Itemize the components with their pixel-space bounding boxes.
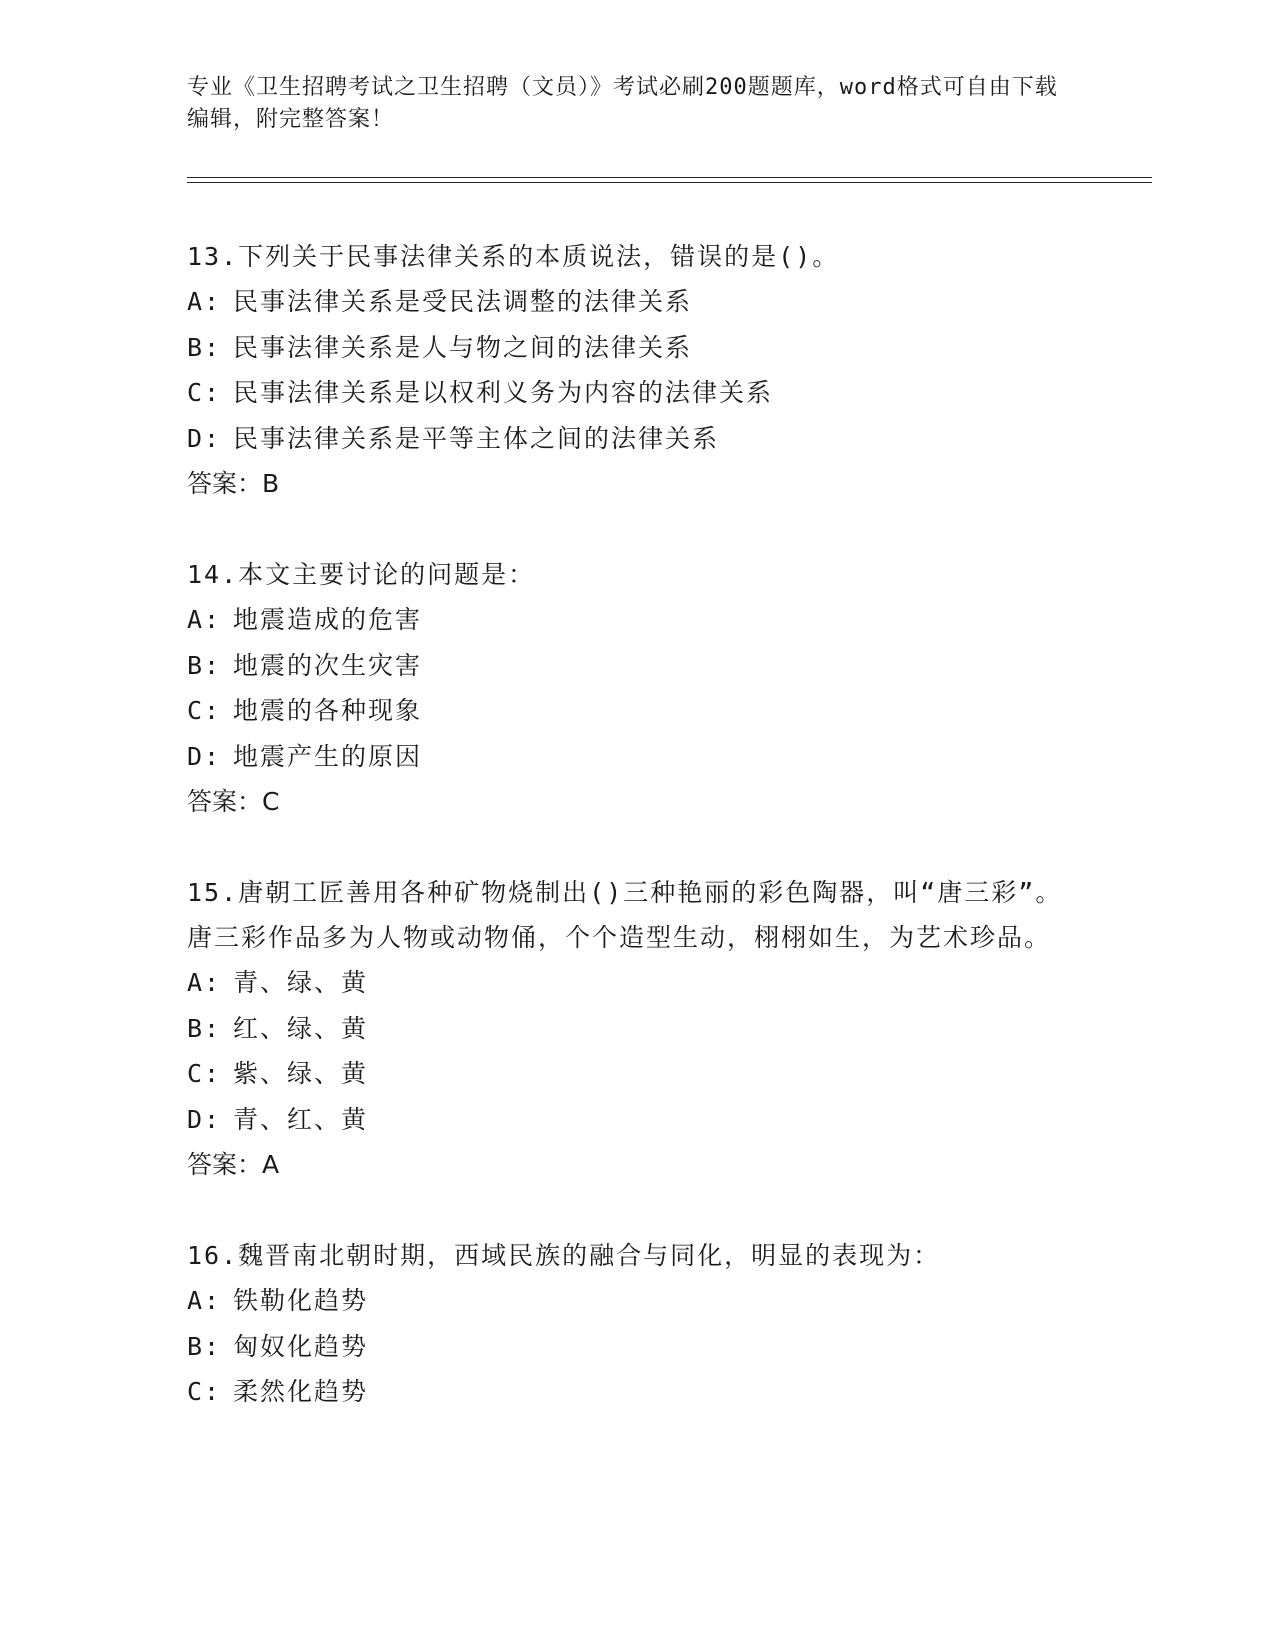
- option-d: [187, 416, 1087, 462]
- option-text: 地震的各种现象: [233, 696, 423, 725]
- question-list: [187, 234, 1087, 1461]
- option-c: [187, 688, 1087, 734]
- option-c: [187, 1051, 1087, 1097]
- option-key: A:: [187, 1286, 222, 1315]
- option-key: C:: [187, 1377, 222, 1406]
- option-text: 民事法律关系是受民法调整的法律关系: [233, 287, 693, 316]
- option-text: 民事法律关系是平等主体之间的法律关系: [233, 423, 720, 453]
- question-stem: 15.唐朝工匠善用各种矿物烧制出()三种艳丽的彩色陶器，叫“唐三彩”。唐三彩作品多为人物或动物俑，个个造型生动，栩栩如生，为艺术珍品。: [187, 878, 1063, 952]
- question-stem: 14.本文主要讨论的问题是：: [187, 560, 536, 589]
- option-b: [187, 643, 1087, 689]
- answer-line: 答案：C: [187, 787, 280, 816]
- header-divider-bottom: [187, 182, 1152, 183]
- option-key: B:: [187, 332, 222, 362]
- question-15: [187, 870, 1087, 1187]
- option-b: [187, 1006, 1087, 1052]
- option-key: D:: [187, 741, 222, 771]
- option-key: D:: [187, 1104, 222, 1134]
- header-divider-top: [187, 177, 1152, 178]
- option-text: 地震的次生灾害: [233, 650, 423, 680]
- option-b: [187, 325, 1087, 371]
- option-text: 紫、绿、黄: [233, 1059, 369, 1088]
- option-c: [187, 370, 1087, 416]
- header-text: 专业《卫生招聘考试之卫生招聘（文员）》考试必刷200题题库，word格式可自由下载编辑，附完整答案！: [187, 75, 1058, 132]
- option-d: [187, 1097, 1087, 1143]
- option-a: [187, 960, 1087, 1006]
- option-key: A:: [187, 287, 222, 316]
- option-c: [187, 1369, 1087, 1415]
- document-header: [187, 72, 1067, 136]
- option-key: A:: [187, 605, 222, 634]
- option-text: 红、绿、黄: [233, 1013, 369, 1043]
- option-b: [187, 1324, 1087, 1370]
- option-text: 青、绿、黄: [233, 968, 369, 997]
- option-key: B:: [187, 650, 222, 680]
- option-d: [187, 734, 1087, 780]
- option-key: B:: [187, 1013, 222, 1043]
- option-text: 匈奴化趋势: [233, 1331, 369, 1361]
- option-a: [187, 1278, 1087, 1324]
- option-key: D:: [187, 423, 222, 453]
- option-text: 地震造成的危害: [233, 605, 423, 634]
- option-key: C:: [187, 696, 222, 725]
- question-13: [187, 234, 1087, 506]
- option-a: [187, 597, 1087, 643]
- option-a: [187, 279, 1087, 325]
- option-key: A:: [187, 968, 222, 997]
- option-text: 铁勒化趋势: [233, 1286, 369, 1315]
- question-16: [187, 1233, 1087, 1415]
- option-text: 柔然化趋势: [233, 1377, 369, 1406]
- question-stem: 16.魏晋南北朝时期，西域民族的融合与同化，明显的表现为：: [187, 1241, 941, 1270]
- option-key: C:: [187, 378, 222, 407]
- option-key: B:: [187, 1331, 222, 1361]
- answer-line: 答案：B: [187, 469, 280, 498]
- option-text: 民事法律关系是以权利义务为内容的法律关系: [233, 378, 774, 407]
- question-stem: 13.下列关于民事法律关系的本质说法，错误的是()。: [187, 242, 840, 271]
- option-text: 青、红、黄: [233, 1104, 369, 1134]
- question-14: [187, 552, 1087, 824]
- option-key: C:: [187, 1059, 222, 1088]
- option-text: 民事法律关系是人与物之间的法律关系: [233, 332, 693, 362]
- answer-line: 答案：A: [187, 1150, 280, 1179]
- option-text: 地震产生的原因: [233, 741, 423, 771]
